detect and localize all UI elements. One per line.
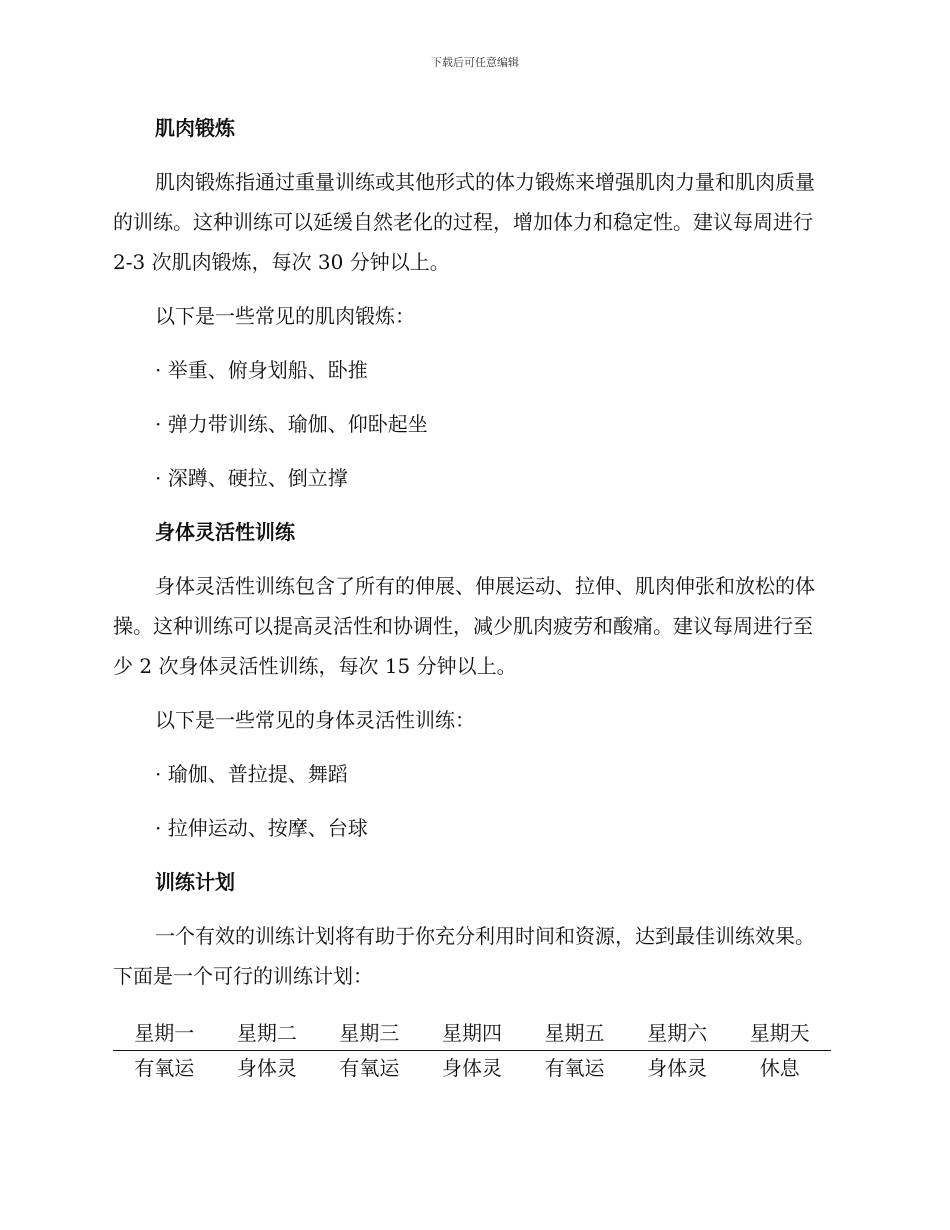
table-cell: 身体灵 [236,1056,297,1080]
section-heading-plan: 训练计划 [155,870,235,894]
section-paragraph-plan: 一个有效的训练计划将有助于你充分利用时间和资源，达到最佳训练效果。下面是一个可行的训练计划： [113,924,815,988]
table-header-cell: 星期二 [236,1021,297,1045]
section-heading-muscle: 肌肉锻炼 [155,116,235,140]
table-header-cell: 星期六 [647,1021,708,1045]
training-schedule-table [113,1016,831,1085]
table-cell: 身体灵 [441,1056,502,1080]
table-header-cell: 星期天 [749,1021,810,1045]
table-row [113,1051,831,1086]
list-item: · 深蹲、硬拉、倒立撑 [155,466,348,490]
list-item: · 拉伸运动、按摩、台球 [155,816,368,840]
table-cell: 休息 [759,1056,800,1080]
list-item: · 瑜伽、普拉提、舞蹈 [155,762,348,786]
list-item: · 举重、俯身划船、卧推 [155,358,368,382]
section-intro-muscle: 以下是一些常见的肌肉锻炼： [155,304,415,328]
section-paragraph-muscle: 肌肉锻炼指通过重量训练或其他形式的体力锻炼来增强肌肉力量和肌肉质量的训练。这种训练可以延缓自然老化的过程，增加体力和稳定性。建议每周进行 2-3 次肌肉锻炼，每次 30 分钟以上。 [113,170,815,274]
table-cell: 有氧运 [339,1056,400,1080]
table-header-cell: 星期一 [134,1021,195,1045]
table-cell: 身体灵 [647,1056,708,1080]
table-cell: 有氧运 [134,1056,195,1080]
table-header-cell: 星期三 [339,1021,400,1045]
section-heading-flexibility: 身体灵活性训练 [155,520,295,544]
table-header-row [113,1016,831,1051]
section-intro-flexibility: 以下是一些常见的身体灵活性训练： [155,708,475,732]
table-header-cell: 星期四 [441,1021,502,1045]
document-content [113,108,831,1085]
table-cell: 有氧运 [544,1056,605,1080]
header-note: 下载后可任意编辑 [431,56,519,69]
section-paragraph-flexibility: 身体灵活性训练包含了所有的伸展、伸展运动、拉伸、肌肉伸张和放松的体操。这种训练可以提高灵活性和协调性，减少肌肉疲劳和酸痛。建议每周进行至少 2 次身体灵活性训练，每次 15 分钟以上。 [113,574,815,678]
table-header-cell: 星期五 [544,1021,605,1045]
list-item: · 弹力带训练、瑜伽、仰卧起坐 [155,412,428,436]
